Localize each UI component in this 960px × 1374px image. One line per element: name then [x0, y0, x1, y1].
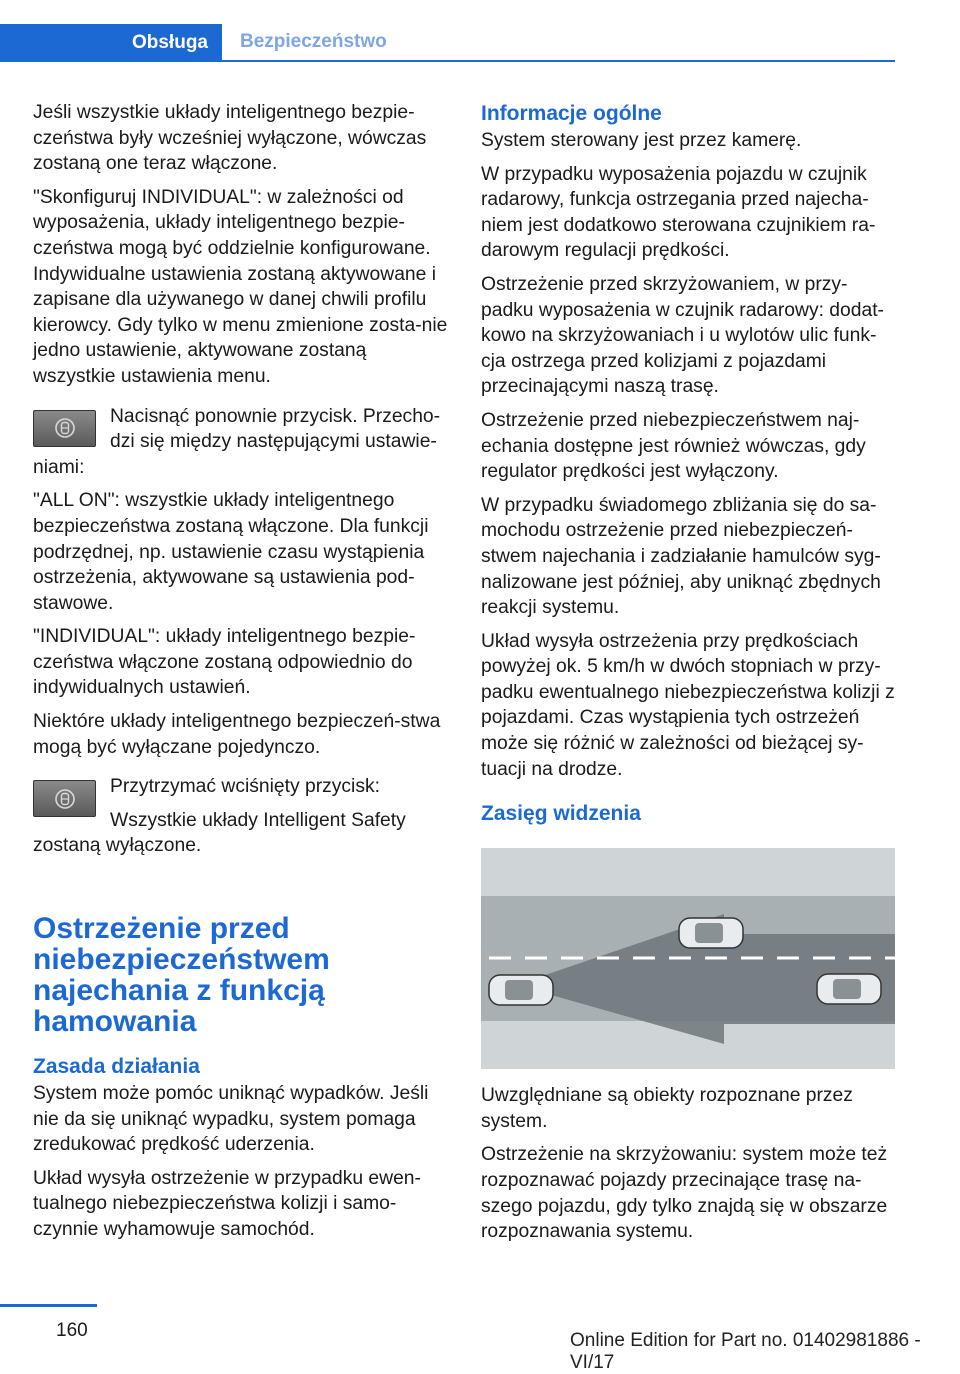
- paragraph: "INDIVIDUAL": układy inteligentnego bezpie-czeństwa włączone zostaną odpowiednio do indywidualnych ustawień.: [33, 626, 416, 699]
- paragraph: "ALL ON": wszystkie układy inteligentnego bezpieczeństwa zostaną włączone. Dla funkcji podrzędnej, np. ustawienie czasu wystąpienia ostrzeżenia, aktywowane są ustawienia pod-stawowe.: [33, 490, 429, 614]
- car-icon: [679, 918, 743, 948]
- right-column: [481, 100, 896, 1253]
- paragraph: Wszystkie układy Intelligent Safety zostaną wyłączone.: [33, 809, 406, 857]
- page-header: [0, 0, 960, 62]
- paragraph: Nacisnąć ponownie przycisk. Przecho-dzi się między następującymi ustawie-niami:: [33, 405, 441, 478]
- tab-obsluga[interactable]: Obsługa: [0, 24, 222, 62]
- paragraph: Układ wysyła ostrzeżenie w przypadku ewen-tualnego niebezpieczeństwa kolizji i samo-czynnie wyhamowuje samochód.: [33, 1167, 421, 1240]
- detection-range-diagram: [481, 848, 895, 1069]
- paragraph: Niektóre układy inteligentnego bezpieczeń-stwa mogą być wyłączane pojedynczo.: [33, 711, 441, 758]
- paragraph: Ostrzeżenie przed skrzyżowaniem, w przy-padku wyposażenia w czujnik radarowy: dodat-kowo na skrzyżowaniach i u wylotów ulic funk-cja ostrzega przed kolizjami z pojazdami przecinającymi naszą trasę.: [481, 273, 884, 398]
- paragraph: Ostrzeżenie przed niebezpieczeństwem naj-echania dostępne jest również wówczas, gdy regulator prędkości jest wyłączony.: [481, 409, 866, 483]
- paragraph: Jeśli wszystkie układy inteligentnego bezpie-czeństwa były wcześniej wyłączone, wówczas zostaną one teraz włączone.: [33, 102, 427, 175]
- footer-rule: [0, 1304, 97, 1307]
- subsection-title: Zasada działania: [33, 1055, 200, 1079]
- paragraph: W przypadku świadomego zbliżania się do sa-mochodu ostrzeżenie przed niebezpieczeń-stwem najechania i zadziałanie hamulców syg-nalizowane jest później, aby uniknąć zbędnych reakcji systemu.: [481, 494, 881, 619]
- safety-button-icon: [33, 780, 96, 817]
- car-icon: [817, 974, 881, 1004]
- page-number: 160: [56, 1320, 88, 1341]
- car-icon: [489, 975, 553, 1005]
- button-instruction: [33, 774, 448, 859]
- paragraph: Uwzględniane są obiekty rozpoznane przez system.: [481, 1085, 853, 1132]
- subsection-title: Zasięg widzenia: [481, 802, 641, 826]
- paragraph: System może pomóc uniknąć wypadków. Jeśli nie da się uniknąć wypadku, system pomaga zredukować prędkość uderzenia.: [33, 1083, 429, 1156]
- subsection-title: Informacje ogólne: [481, 102, 662, 125]
- tab-bezpieczenstwo[interactable]: Bezpieczeństwo: [222, 24, 895, 62]
- section-title: Ostrzeżenie przed niebezpieczeństwem najechania z funkcją hamowania: [33, 912, 330, 1039]
- paragraph: Ostrzeżenie na skrzyżowaniu: system może też rozpoznawać pojazdy przecinające trasę na-szego pojazdu, gdy tylko znajdą się w obszarze rozpoznawania systemu.: [481, 1144, 888, 1243]
- paragraph: "Skonfiguruj INDIVIDUAL": w zależności od wyposażenia, układy inteligentnego bezpie-czeństwa mogą być oddzielnie konfigurowane. Indywidualne ustawienia zostaną aktywowane i zapisane dla używanego w danej chwili profilu kierowcy. Gdy tylko w menu zmienione zosta-nie jedno ustawienie, aktywowane zostaną wszystkie ustawienia menu.: [33, 186, 448, 387]
- safety-button-icon: [33, 410, 96, 447]
- paragraph: W przypadku wyposażenia pojazdu w czujnik radarowy, funkcja ostrzegania przed najecha-niem jest dodatkowo sterowana czujnikiem ra-darowym regulacji prędkości.: [481, 163, 876, 262]
- button-instruction: [33, 404, 448, 481]
- left-column: [33, 100, 448, 1251]
- paragraph: Układ wysyła ostrzeżenia przy prędkościach powyżej ok. 5 km/h w dwóch stopniach w przy-padku ewentualnego niebezpieczeństwa kolizji z pojazdami. Czas wystąpienia tych ostrzeżeń może się różnić w zależności od bieżącej sy-tuacji na drodze.: [481, 630, 895, 780]
- edition-note: Online Edition for Part no. 01402981886 - VI/17: [570, 1330, 921, 1373]
- paragraph: System sterowany jest przez kamerę.: [481, 130, 802, 151]
- paragraph: Przytrzymać wciśnięty przycisk:: [110, 776, 380, 798]
